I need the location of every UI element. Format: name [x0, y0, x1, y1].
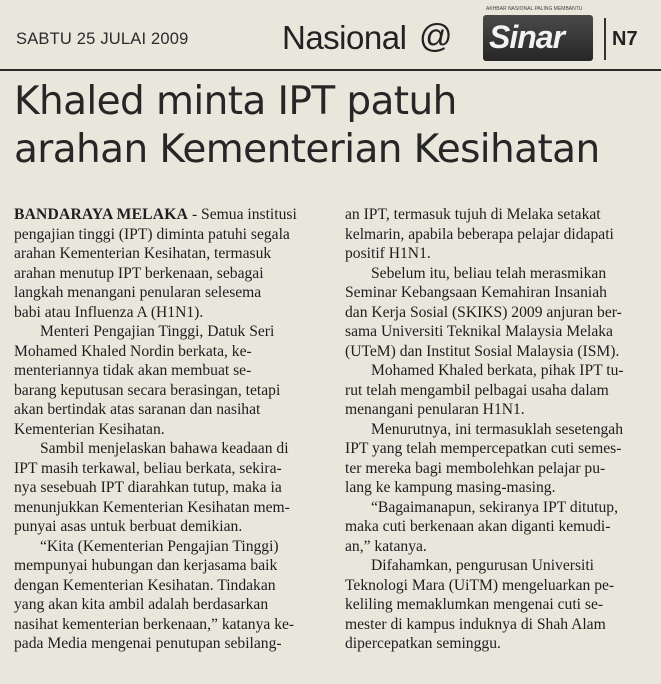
body-line: sama Universiti Teknikal Malaysia Melaka — [345, 323, 613, 340]
page-number: N7 — [612, 28, 638, 50]
body-line: Difahamkan, pengurusan Universiti — [371, 557, 595, 574]
headline-line: arahan Kementerian Kesihatan — [14, 127, 600, 172]
body-line: Seminar Kebangsaan Kemahiran Insaniah — [345, 284, 607, 301]
body-line: lang ke kampung masing-masing. — [345, 479, 556, 496]
body-line: Sambil menjelaskan bahawa keadaan di — [40, 440, 289, 457]
body-line: Teknologi Mara (UiTM) mengeluarkan pe- — [345, 576, 615, 594]
body-line: mempunyai hubungan dan kerjasama baik — [14, 557, 278, 574]
body-line: Menurutnya, ini termasuklah sesetengah — [371, 420, 624, 438]
body-line: dengan Kementerian Kesihatan. Tindakan — [14, 576, 276, 594]
article-column-right — [345, 205, 653, 654]
body-line: keliling memaklumkan mengenai cuti se- — [345, 596, 604, 613]
body-line: pengajian tinggi (IPT) diminta patuhi segala — [14, 225, 290, 243]
body-line: ter mereka bagi membolehkan pelajar pu- — [345, 459, 606, 477]
section-name: Nasional — [282, 19, 407, 56]
header-divider — [604, 18, 606, 60]
body-line: Sebelum itu, beliau telah merasmikan — [371, 264, 607, 282]
article-column-left — [14, 205, 332, 654]
header-rule — [0, 69, 661, 71]
issue-date: SABTU 25 JULAI 2009 — [16, 30, 189, 48]
body-line: (UTeM) dan Institut Sosial Malaysia (ISM). — [345, 342, 620, 360]
body-line: barang keputusan secara berasingan, tetapi — [14, 381, 281, 399]
body-line: Mohamed Khaled berkata, pihak IPT tu- — [371, 362, 624, 379]
body-line: pada Media mengenai penutupan sebilang- — [14, 635, 282, 652]
body-line: dipercepatkan seminggu. — [345, 635, 501, 652]
body-line: maka cuti berkenaan akan diganti kemudi- — [345, 518, 611, 535]
page-header — [0, 0, 661, 70]
body-line: nasihat kementerian berkenaan,” katanya ke- — [14, 615, 295, 633]
logo-tagline: AKHBAR NASIONAL PALING MEMBANTU — [486, 6, 583, 12]
article-headline — [14, 78, 654, 174]
body-line: “Bagaimanapun, sekiranya IPT ditutup, — [371, 498, 618, 516]
body-line: Menteri Pengajian Tinggi, Datuk Seri — [40, 323, 275, 340]
body-line: arahan menutup IPT berkenaan, sebagai — [14, 264, 264, 282]
body-line: IPT masih terkawal, beliau berkata, sekira- — [14, 459, 282, 477]
body-line: Mohamed Khaled Nordin berkata, ke- — [14, 342, 252, 360]
body-line: an,” katanya. — [345, 537, 427, 555]
body-line: akan bertindak atas saranan dan nasihat — [14, 401, 261, 418]
at-symbol: @ — [419, 17, 453, 54]
body-line: punyai asas untuk berbuat demikian. — [14, 518, 243, 535]
logo-wordmark: Sinar — [489, 19, 565, 55]
body-line: kelmarin, apabila beberapa pelajar didapati — [345, 225, 614, 243]
dateline: BANDARAYA MELAKA — [14, 206, 189, 223]
body-line: IPT yang telah mempercepatkan cuti semes- — [345, 440, 622, 457]
body-line: menteriannya tidak akan membuat se- — [14, 362, 252, 379]
sinar-logo — [483, 6, 593, 61]
body-line: nya sesebuah IPT diarahkan tutup, maka ia — [14, 479, 282, 496]
body-line: menunjukkan Kementerian Kesihatan mem- — [14, 498, 290, 516]
body-line: BANDARAYA MELAKA - Semua institusi — [14, 206, 297, 223]
body-line: rut telah mengambil pelbagai usaha dalam — [345, 381, 609, 399]
body-line: “Kita (Kementerian Pengajian Tinggi) — [40, 537, 279, 555]
body-line: an IPT, termasuk tujuh di Melaka setakat — [345, 206, 601, 223]
body-line: yang akan kita ambil adalah berdasarkan — [14, 596, 269, 613]
body-line: arahan Kementerian Kesihatan, termasuk — [14, 245, 272, 262]
body-line: langkah menangani penularan selesema — [14, 284, 262, 301]
headline-line: Khaled minta IPT patuh — [14, 79, 457, 124]
body-line: Kementerian Kesihatan. — [14, 420, 165, 438]
body-line: babi atau Influenza A (H1N1). — [14, 303, 204, 321]
body-line: dan Kerja Sosial (SKIKS) 2009 anjuran ber- — [345, 303, 622, 321]
body-line: positif H1N1. — [345, 245, 431, 262]
body-line: menangani penularan H1N1. — [345, 401, 525, 418]
body-line: mester di kampus induknya di Shah Alam — [345, 615, 606, 633]
